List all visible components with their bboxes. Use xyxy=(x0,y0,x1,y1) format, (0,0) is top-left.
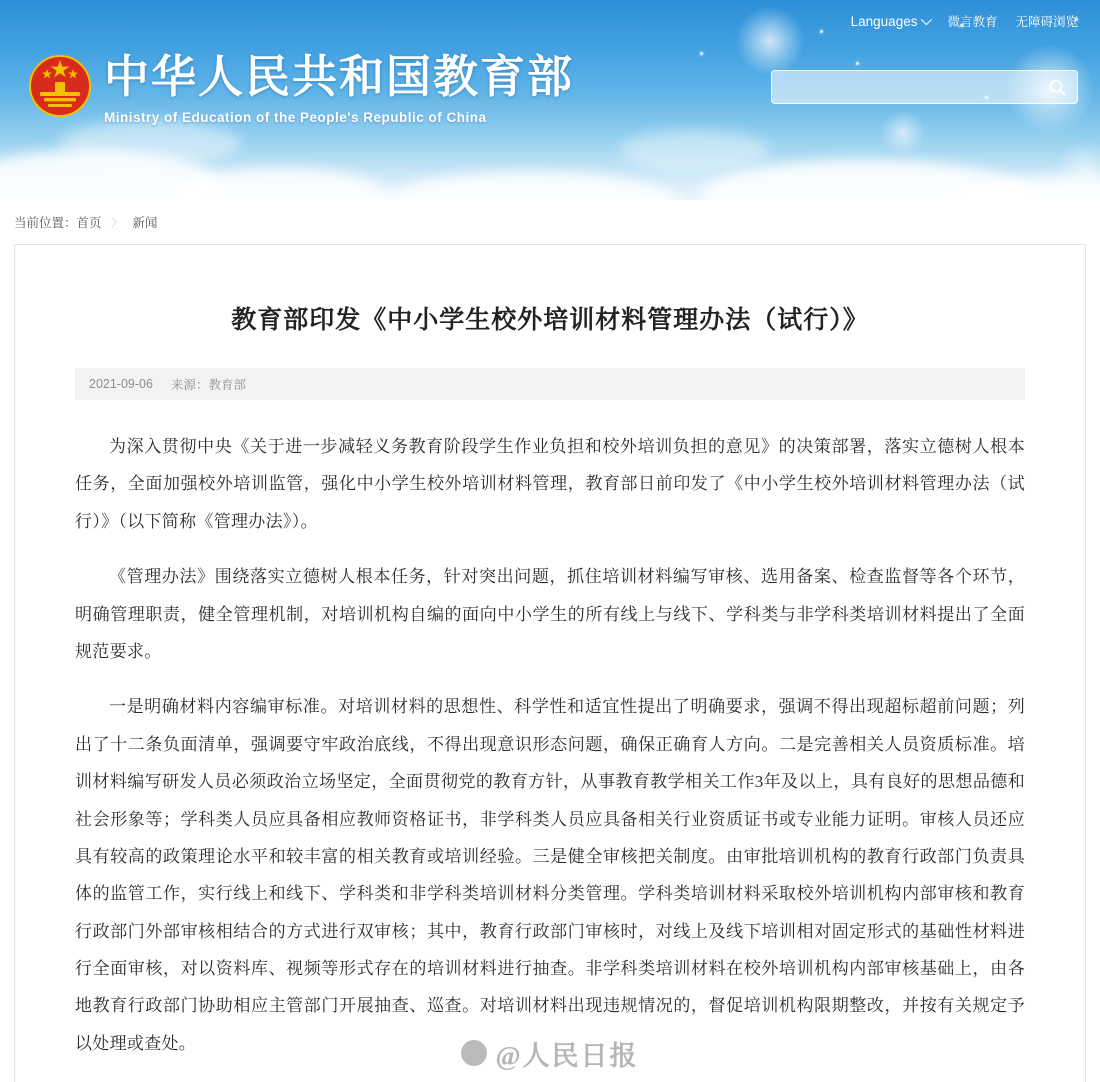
top-nav-item-languages[interactable] xyxy=(851,14,930,29)
article-paragraph: 一是明确材料内容编审标准。对培训材料的思想性、科学性和适宜性提出了明确要求，强调不得出现超标超前问题；列出了十二条负面清单，强调要守牢政治底线，不得出现意识形态问题，确保正确育人方向。二是完善相关人员资质标准。培训材料编写研发人员必须政治立场坚定，全面贯彻党的教育方针，从事教育教学相关工作3年及以上，具有良好的思想品德和社会形象等；学科类人员应具备相应教师资格证书，非学科类人员应具备相关行业资质证书或专业能力证明。审核人员还应具有较高的政策理论水平和较丰富的相关教育或培训经验。三是健全审核把关制度。由审批培训机构的教育行政部门负责具体的监管工作，实行线上和线下、学科类和非学科类培训材料分类管理。学科类培训材料采取校外培训机构内部审核和教育行政部门外部审核相结合的方式进行双审核；其中，教育行政部门审核时，对线上及线下培训相对固定形式的基础性材料进行全面审核，对以资料库、视频等形式存在的培训材料进行抽查。非学科类培训材料在校外培训机构内部审核基础上，由各地教育行政部门协助相应主管部门开展抽查、巡查。对培训材料出现违规情况的，督促培训机构限期整改，并按有关规定予以处理或查处。 xyxy=(75,697,1025,1053)
national-emblem-icon xyxy=(22,46,98,122)
top-nav-item-accessibility[interactable] xyxy=(1015,12,1078,30)
site-header xyxy=(0,0,1100,200)
article-date: 2021-09-06 xyxy=(89,377,153,391)
article-paragraph: 《管理办法》围绕落实立德树人根本任务，针对突出问题，抓住培训材料编写审核、选用备案、检查监督等各个环节，明确管理职责，健全管理机制，对培训机构自编的面向中小学生的所有线上与线下、学科类与非学科类培训材料提出了全面规范要求。 xyxy=(75,567,1025,661)
top-nav-label: 微言教育 xyxy=(947,15,998,29)
article-body xyxy=(75,428,1025,1062)
top-nav-item-weiyan[interactable] xyxy=(947,12,997,30)
chevron-down-icon xyxy=(921,14,932,25)
site-title xyxy=(104,52,574,125)
article-meta xyxy=(75,368,1025,400)
search-button[interactable] xyxy=(1037,72,1077,102)
breadcrumb-prefix: 当前位置： xyxy=(14,216,77,230)
dandelion-icon xyxy=(735,6,805,76)
seed-icon xyxy=(700,52,703,55)
seed-icon xyxy=(820,30,823,33)
article-source: 来源：教育部 xyxy=(170,378,246,392)
search-input[interactable] xyxy=(772,72,1037,102)
watermark-text: @人民日报 xyxy=(495,1040,639,1071)
top-nav-label: Languages xyxy=(850,13,918,29)
breadcrumb-separator-icon: 〉 xyxy=(111,217,123,229)
breadcrumb-item-home[interactable]: 首页 xyxy=(76,216,102,230)
top-nav-label: 无障碍浏览 xyxy=(1015,15,1078,29)
cloud-decoration xyxy=(380,172,680,200)
seed-icon xyxy=(856,62,859,65)
article-card xyxy=(14,244,1086,1082)
site-title-cn: 中华人民共和国教育部 xyxy=(104,52,575,102)
breadcrumb-item-news[interactable]: 新闻 xyxy=(132,216,158,230)
breadcrumb xyxy=(0,200,1100,244)
article-paragraph: 为深入贯彻中央《关于进一步减轻义务教育阶段学生作业负担和校外培训负担的意见》的决策部署，落实立德树人根本任务，全面加强校外培训监管，强化中小学生校外培训材料管理，教育部日前印发了《中小学生校外培训材料管理办法（试行）》（以下简称《管理办法》）。 xyxy=(75,437,1025,531)
cloud-decoration xyxy=(620,130,770,170)
search-icon xyxy=(1048,78,1067,97)
dandelion-icon xyxy=(880,110,926,156)
top-navigation xyxy=(851,12,1078,30)
search-box[interactable] xyxy=(771,70,1078,104)
site-title-en: Ministry of Education of the People's Republic of China xyxy=(104,109,487,125)
page-title: 教育部印发《中小学生校外培训材料管理办法（试行）》 xyxy=(231,307,869,334)
